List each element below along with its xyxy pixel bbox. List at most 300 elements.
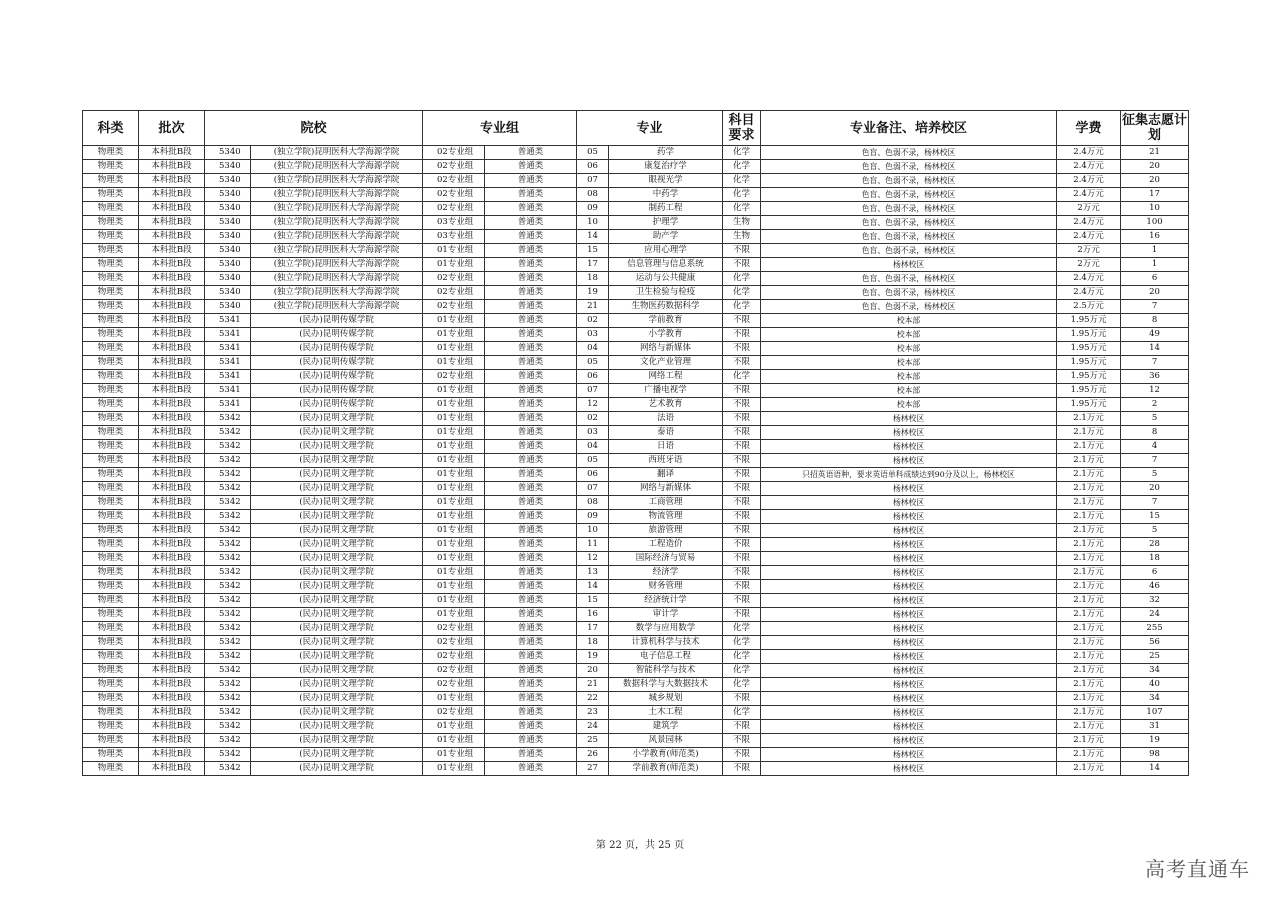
cell-type: 普通类 — [485, 692, 577, 706]
cell-major-name: 智能科学与技术 — [609, 664, 723, 678]
cell-type: 普通类 — [485, 356, 577, 370]
cell-subject: 物理类 — [83, 706, 139, 720]
cell-note: 色盲、色弱不录，杨林校区 — [761, 202, 1057, 216]
cell-fee: 2.4万元 — [1057, 174, 1121, 188]
cell-type: 普通类 — [485, 202, 577, 216]
cell-school-name: (民办)昆明文理学院 — [251, 748, 423, 762]
cell-major-code: 06 — [577, 160, 609, 174]
cell-school-name: (民办)昆明传媒学院 — [251, 370, 423, 384]
cell-type: 普通类 — [485, 664, 577, 678]
header-subject: 科类 — [83, 111, 139, 146]
cell-fee: 2.4万元 — [1057, 272, 1121, 286]
cell-note: 校本部 — [761, 370, 1057, 384]
cell-subject: 物理类 — [83, 328, 139, 342]
cell-requirement: 化学 — [723, 202, 761, 216]
cell-major-name: 计算机科学与技术 — [609, 636, 723, 650]
cell-subject: 物理类 — [83, 580, 139, 594]
cell-school-name: (民办)昆明传媒学院 — [251, 384, 423, 398]
cell-major-name: 助产学 — [609, 230, 723, 244]
cell-major-name: 风景园林 — [609, 734, 723, 748]
cell-school-code: 5342 — [205, 650, 251, 664]
cell-school-code: 5342 — [205, 678, 251, 692]
cell-major-code: 22 — [577, 692, 609, 706]
cell-batch: 本科批B段 — [139, 482, 205, 496]
cell-type: 普通类 — [485, 426, 577, 440]
cell-note: 杨林校区 — [761, 762, 1057, 776]
cell-major-code: 23 — [577, 706, 609, 720]
cell-school-name: (独立学院)昆明医科大学海源学院 — [251, 272, 423, 286]
cell-batch: 本科批B段 — [139, 146, 205, 160]
cell-type: 普通类 — [485, 174, 577, 188]
cell-fee: 2.1万元 — [1057, 496, 1121, 510]
cell-note: 杨林校区 — [761, 258, 1057, 272]
cell-requirement: 化学 — [723, 636, 761, 650]
cell-fee: 2.1万元 — [1057, 594, 1121, 608]
cell-major-name: 网络工程 — [609, 370, 723, 384]
cell-plan: 2 — [1121, 398, 1189, 412]
cell-requirement: 不限 — [723, 762, 761, 776]
cell-school-code: 5342 — [205, 524, 251, 538]
table-row — [83, 720, 1189, 734]
table-body — [83, 146, 1189, 776]
cell-school-name: (民办)昆明文理学院 — [251, 468, 423, 482]
cell-plan: 5 — [1121, 412, 1189, 426]
cell-subject: 物理类 — [83, 412, 139, 426]
cell-plan: 8 — [1121, 314, 1189, 328]
cell-plan: 5 — [1121, 524, 1189, 538]
cell-type: 普通类 — [485, 748, 577, 762]
cell-group: 02专业组 — [423, 286, 485, 300]
cell-fee: 1.95万元 — [1057, 356, 1121, 370]
cell-school-code: 5342 — [205, 692, 251, 706]
cell-school-code: 5342 — [205, 720, 251, 734]
cell-school-code: 5342 — [205, 454, 251, 468]
cell-plan: 7 — [1121, 356, 1189, 370]
cell-requirement: 化学 — [723, 188, 761, 202]
cell-group: 02专业组 — [423, 650, 485, 664]
cell-school-name: (民办)昆明文理学院 — [251, 482, 423, 496]
cell-major-name: 电子信息工程 — [609, 650, 723, 664]
cell-requirement: 化学 — [723, 706, 761, 720]
cell-school-code: 5342 — [205, 566, 251, 580]
cell-major-name: 学前教育(师范类) — [609, 762, 723, 776]
cell-group: 01专业组 — [423, 314, 485, 328]
cell-plan: 21 — [1121, 146, 1189, 160]
cell-type: 普通类 — [485, 706, 577, 720]
cell-requirement: 不限 — [723, 314, 761, 328]
cell-requirement: 不限 — [723, 580, 761, 594]
cell-major-name: 日语 — [609, 440, 723, 454]
cell-plan: 7 — [1121, 454, 1189, 468]
cell-note: 色盲、色弱不录，杨林校区 — [761, 188, 1057, 202]
cell-batch: 本科批B段 — [139, 636, 205, 650]
cell-school-name: (独立学院)昆明医科大学海源学院 — [251, 286, 423, 300]
table-row — [83, 482, 1189, 496]
cell-plan: 32 — [1121, 594, 1189, 608]
cell-major-name: 生物医药数据科学 — [609, 300, 723, 314]
cell-major-name: 西班牙语 — [609, 454, 723, 468]
cell-group: 01专业组 — [423, 328, 485, 342]
cell-requirement: 化学 — [723, 146, 761, 160]
cell-type: 普通类 — [485, 510, 577, 524]
table-row — [83, 706, 1189, 720]
cell-subject: 物理类 — [83, 636, 139, 650]
cell-major-code: 06 — [577, 370, 609, 384]
table-row — [83, 426, 1189, 440]
header-row — [83, 111, 1189, 146]
cell-requirement: 不限 — [723, 398, 761, 412]
table-row — [83, 468, 1189, 482]
cell-school-name: (民办)昆明文理学院 — [251, 692, 423, 706]
cell-requirement: 不限 — [723, 608, 761, 622]
cell-batch: 本科批B段 — [139, 496, 205, 510]
cell-major-name: 法语 — [609, 412, 723, 426]
cell-type: 普通类 — [485, 496, 577, 510]
cell-subject: 物理类 — [83, 356, 139, 370]
cell-major-name: 卫生检验与检疫 — [609, 286, 723, 300]
cell-requirement: 生物 — [723, 216, 761, 230]
cell-plan: 25 — [1121, 650, 1189, 664]
cell-major-code: 09 — [577, 202, 609, 216]
cell-requirement: 生物 — [723, 230, 761, 244]
cell-batch: 本科批B段 — [139, 258, 205, 272]
cell-school-name: (民办)昆明传媒学院 — [251, 342, 423, 356]
cell-subject: 物理类 — [83, 678, 139, 692]
cell-fee: 1.95万元 — [1057, 328, 1121, 342]
cell-requirement: 不限 — [723, 734, 761, 748]
cell-school-code: 5341 — [205, 342, 251, 356]
cell-plan: 255 — [1121, 622, 1189, 636]
table-row — [83, 692, 1189, 706]
cell-major-code: 12 — [577, 398, 609, 412]
cell-school-code: 5341 — [205, 328, 251, 342]
cell-school-name: (民办)昆明文理学院 — [251, 426, 423, 440]
table-row — [83, 328, 1189, 342]
cell-group: 02专业组 — [423, 146, 485, 160]
cell-school-name: (民办)昆明文理学院 — [251, 664, 423, 678]
cell-subject: 物理类 — [83, 734, 139, 748]
cell-subject: 物理类 — [83, 370, 139, 384]
cell-note: 杨林校区 — [761, 482, 1057, 496]
cell-school-code: 5340 — [205, 272, 251, 286]
cell-group: 02专业组 — [423, 300, 485, 314]
cell-school-code: 5341 — [205, 398, 251, 412]
cell-school-name: (民办)昆明文理学院 — [251, 524, 423, 538]
cell-major-code: 13 — [577, 566, 609, 580]
cell-batch: 本科批B段 — [139, 566, 205, 580]
header-school: 院校 — [205, 111, 423, 146]
cell-group: 03专业组 — [423, 230, 485, 244]
cell-type: 普通类 — [485, 650, 577, 664]
cell-note: 杨林校区 — [761, 510, 1057, 524]
cell-note: 杨林校区 — [761, 650, 1057, 664]
cell-major-name: 物流管理 — [609, 510, 723, 524]
cell-subject: 物理类 — [83, 482, 139, 496]
cell-plan: 34 — [1121, 664, 1189, 678]
cell-type: 普通类 — [485, 468, 577, 482]
cell-batch: 本科批B段 — [139, 454, 205, 468]
cell-school-name: (独立学院)昆明医科大学海源学院 — [251, 300, 423, 314]
table-row — [83, 636, 1189, 650]
cell-type: 普通类 — [485, 272, 577, 286]
table-row — [83, 454, 1189, 468]
cell-plan: 7 — [1121, 496, 1189, 510]
cell-major-code: 05 — [577, 356, 609, 370]
cell-type: 普通类 — [485, 594, 577, 608]
cell-type: 普通类 — [485, 566, 577, 580]
cell-school-code: 5342 — [205, 468, 251, 482]
cell-subject: 物理类 — [83, 244, 139, 258]
cell-group: 01专业组 — [423, 356, 485, 370]
cell-batch: 本科批B段 — [139, 538, 205, 552]
cell-school-code: 5340 — [205, 202, 251, 216]
cell-requirement: 不限 — [723, 482, 761, 496]
cell-type: 普通类 — [485, 678, 577, 692]
cell-fee: 1.95万元 — [1057, 384, 1121, 398]
table-row — [83, 594, 1189, 608]
cell-subject: 物理类 — [83, 566, 139, 580]
cell-plan: 1 — [1121, 244, 1189, 258]
table-row — [83, 384, 1189, 398]
cell-group: 02专业组 — [423, 678, 485, 692]
cell-school-name: (独立学院)昆明医科大学海源学院 — [251, 188, 423, 202]
cell-note: 杨林校区 — [761, 692, 1057, 706]
cell-subject: 物理类 — [83, 594, 139, 608]
cell-type: 普通类 — [485, 328, 577, 342]
cell-fee: 2.1万元 — [1057, 412, 1121, 426]
cell-major-code: 20 — [577, 664, 609, 678]
cell-fee: 2.1万元 — [1057, 524, 1121, 538]
cell-subject: 物理类 — [83, 748, 139, 762]
cell-major-code: 17 — [577, 258, 609, 272]
cell-major-name: 审计学 — [609, 608, 723, 622]
cell-subject: 物理类 — [83, 230, 139, 244]
cell-group: 01专业组 — [423, 398, 485, 412]
cell-school-name: (独立学院)昆明医科大学海源学院 — [251, 258, 423, 272]
cell-school-code: 5342 — [205, 594, 251, 608]
cell-group: 01专业组 — [423, 552, 485, 566]
cell-type: 普通类 — [485, 538, 577, 552]
cell-type: 普通类 — [485, 720, 577, 734]
cell-subject: 物理类 — [83, 468, 139, 482]
cell-subject: 物理类 — [83, 692, 139, 706]
cell-requirement: 不限 — [723, 496, 761, 510]
cell-requirement: 不限 — [723, 524, 761, 538]
cell-fee: 1.95万元 — [1057, 370, 1121, 384]
cell-batch: 本科批B段 — [139, 356, 205, 370]
cell-batch: 本科批B段 — [139, 160, 205, 174]
table-row — [83, 342, 1189, 356]
cell-fee: 2万元 — [1057, 258, 1121, 272]
cell-major-name: 广播电视学 — [609, 384, 723, 398]
cell-school-code: 5341 — [205, 370, 251, 384]
cell-plan: 5 — [1121, 468, 1189, 482]
table-row — [83, 146, 1189, 160]
cell-requirement: 不限 — [723, 356, 761, 370]
cell-plan: 19 — [1121, 734, 1189, 748]
table-row — [83, 370, 1189, 384]
cell-group: 01专业组 — [423, 468, 485, 482]
table-row — [83, 678, 1189, 692]
cell-note: 校本部 — [761, 328, 1057, 342]
cell-major-name: 泰语 — [609, 426, 723, 440]
table-row — [83, 538, 1189, 552]
header-group: 专业组 — [423, 111, 577, 146]
cell-major-code: 05 — [577, 454, 609, 468]
table-row — [83, 314, 1189, 328]
cell-requirement: 不限 — [723, 594, 761, 608]
cell-group: 02专业组 — [423, 370, 485, 384]
cell-batch: 本科批B段 — [139, 384, 205, 398]
cell-fee: 2.1万元 — [1057, 664, 1121, 678]
cell-school-code: 5342 — [205, 580, 251, 594]
cell-major-code: 10 — [577, 216, 609, 230]
cell-batch: 本科批B段 — [139, 748, 205, 762]
cell-note: 杨林校区 — [761, 496, 1057, 510]
cell-batch: 本科批B段 — [139, 580, 205, 594]
cell-major-code: 02 — [577, 314, 609, 328]
cell-school-name: (民办)昆明传媒学院 — [251, 314, 423, 328]
cell-fee: 2.1万元 — [1057, 482, 1121, 496]
table-row — [83, 566, 1189, 580]
cell-type: 普通类 — [485, 230, 577, 244]
cell-note: 色盲、色弱不录，杨林校区 — [761, 244, 1057, 258]
cell-school-name: (民办)昆明文理学院 — [251, 594, 423, 608]
cell-major-code: 12 — [577, 552, 609, 566]
cell-type: 普通类 — [485, 580, 577, 594]
cell-requirement: 不限 — [723, 552, 761, 566]
cell-subject: 物理类 — [83, 496, 139, 510]
cell-requirement: 不限 — [723, 720, 761, 734]
cell-note: 色盲、色弱不录，杨林校区 — [761, 230, 1057, 244]
cell-group: 01专业组 — [423, 342, 485, 356]
cell-group: 01专业组 — [423, 538, 485, 552]
cell-subject: 物理类 — [83, 524, 139, 538]
cell-school-code: 5340 — [205, 300, 251, 314]
cell-fee: 2.1万元 — [1057, 538, 1121, 552]
cell-fee: 2.1万元 — [1057, 734, 1121, 748]
cell-type: 普通类 — [485, 160, 577, 174]
cell-plan: 36 — [1121, 370, 1189, 384]
cell-requirement: 不限 — [723, 342, 761, 356]
cell-fee: 2.4万元 — [1057, 160, 1121, 174]
cell-fee: 2.1万元 — [1057, 748, 1121, 762]
cell-subject: 物理类 — [83, 286, 139, 300]
cell-school-name: (民办)昆明传媒学院 — [251, 398, 423, 412]
cell-batch: 本科批B段 — [139, 398, 205, 412]
cell-fee: 1.95万元 — [1057, 398, 1121, 412]
cell-major-code: 27 — [577, 762, 609, 776]
cell-fee: 2.4万元 — [1057, 286, 1121, 300]
cell-note: 色盲、色弱不录，杨林校区 — [761, 300, 1057, 314]
table-row — [83, 580, 1189, 594]
cell-subject: 物理类 — [83, 314, 139, 328]
cell-subject: 物理类 — [83, 762, 139, 776]
cell-group: 01专业组 — [423, 566, 485, 580]
cell-type: 普通类 — [485, 188, 577, 202]
cell-major-code: 11 — [577, 538, 609, 552]
cell-note: 杨林校区 — [761, 552, 1057, 566]
cell-major-name: 康复治疗学 — [609, 160, 723, 174]
cell-group: 01专业组 — [423, 244, 485, 258]
cell-note: 杨林校区 — [761, 664, 1057, 678]
table-row — [83, 440, 1189, 454]
cell-note: 杨林校区 — [761, 566, 1057, 580]
cell-group: 01专业组 — [423, 594, 485, 608]
cell-plan: 6 — [1121, 566, 1189, 580]
cell-school-name: (民办)昆明文理学院 — [251, 412, 423, 426]
cell-school-name: (民办)昆明文理学院 — [251, 552, 423, 566]
cell-fee: 2.1万元 — [1057, 580, 1121, 594]
cell-plan: 24 — [1121, 608, 1189, 622]
cell-type: 普通类 — [485, 552, 577, 566]
cell-group: 01专业组 — [423, 580, 485, 594]
cell-school-code: 5342 — [205, 706, 251, 720]
cell-type: 普通类 — [485, 370, 577, 384]
cell-batch: 本科批B段 — [139, 202, 205, 216]
cell-major-name: 数学与应用数学 — [609, 622, 723, 636]
cell-school-name: (民办)昆明文理学院 — [251, 510, 423, 524]
cell-school-name: (民办)昆明文理学院 — [251, 440, 423, 454]
cell-group: 01专业组 — [423, 762, 485, 776]
cell-requirement: 不限 — [723, 328, 761, 342]
cell-subject: 物理类 — [83, 538, 139, 552]
cell-major-name: 网络与新媒体 — [609, 342, 723, 356]
cell-note: 杨林校区 — [761, 454, 1057, 468]
cell-fee: 2.1万元 — [1057, 720, 1121, 734]
cell-school-code: 5340 — [205, 216, 251, 230]
cell-fee: 2.1万元 — [1057, 552, 1121, 566]
cell-school-code: 5342 — [205, 440, 251, 454]
cell-requirement: 化学 — [723, 174, 761, 188]
cell-major-name: 财务管理 — [609, 580, 723, 594]
cell-batch: 本科批B段 — [139, 440, 205, 454]
cell-major-code: 08 — [577, 496, 609, 510]
cell-requirement: 不限 — [723, 692, 761, 706]
cell-major-name: 药学 — [609, 146, 723, 160]
cell-requirement: 不限 — [723, 440, 761, 454]
table-row — [83, 230, 1189, 244]
cell-plan: 20 — [1121, 174, 1189, 188]
cell-batch: 本科批B段 — [139, 622, 205, 636]
cell-major-name: 护理学 — [609, 216, 723, 230]
cell-subject: 物理类 — [83, 552, 139, 566]
cell-major-name: 学前教育 — [609, 314, 723, 328]
cell-note: 杨林校区 — [761, 748, 1057, 762]
cell-subject: 物理类 — [83, 160, 139, 174]
cell-group: 01专业组 — [423, 608, 485, 622]
cell-note: 杨林校区 — [761, 608, 1057, 622]
header-fee: 学费 — [1057, 111, 1121, 146]
cell-fee: 2.1万元 — [1057, 692, 1121, 706]
cell-note: 校本部 — [761, 314, 1057, 328]
cell-note: 杨林校区 — [761, 524, 1057, 538]
cell-plan: 20 — [1121, 286, 1189, 300]
cell-requirement: 化学 — [723, 370, 761, 384]
cell-subject: 物理类 — [83, 216, 139, 230]
cell-subject: 物理类 — [83, 300, 139, 314]
cell-requirement: 化学 — [723, 300, 761, 314]
cell-subject: 物理类 — [83, 384, 139, 398]
table-row — [83, 272, 1189, 286]
cell-group: 01专业组 — [423, 454, 485, 468]
cell-subject: 物理类 — [83, 342, 139, 356]
cell-fee: 2.1万元 — [1057, 468, 1121, 482]
cell-fee: 2.1万元 — [1057, 706, 1121, 720]
cell-requirement: 化学 — [723, 286, 761, 300]
cell-note: 色盲、色弱不录，杨林校区 — [761, 272, 1057, 286]
cell-school-name: (独立学院)昆明医科大学海源学院 — [251, 146, 423, 160]
